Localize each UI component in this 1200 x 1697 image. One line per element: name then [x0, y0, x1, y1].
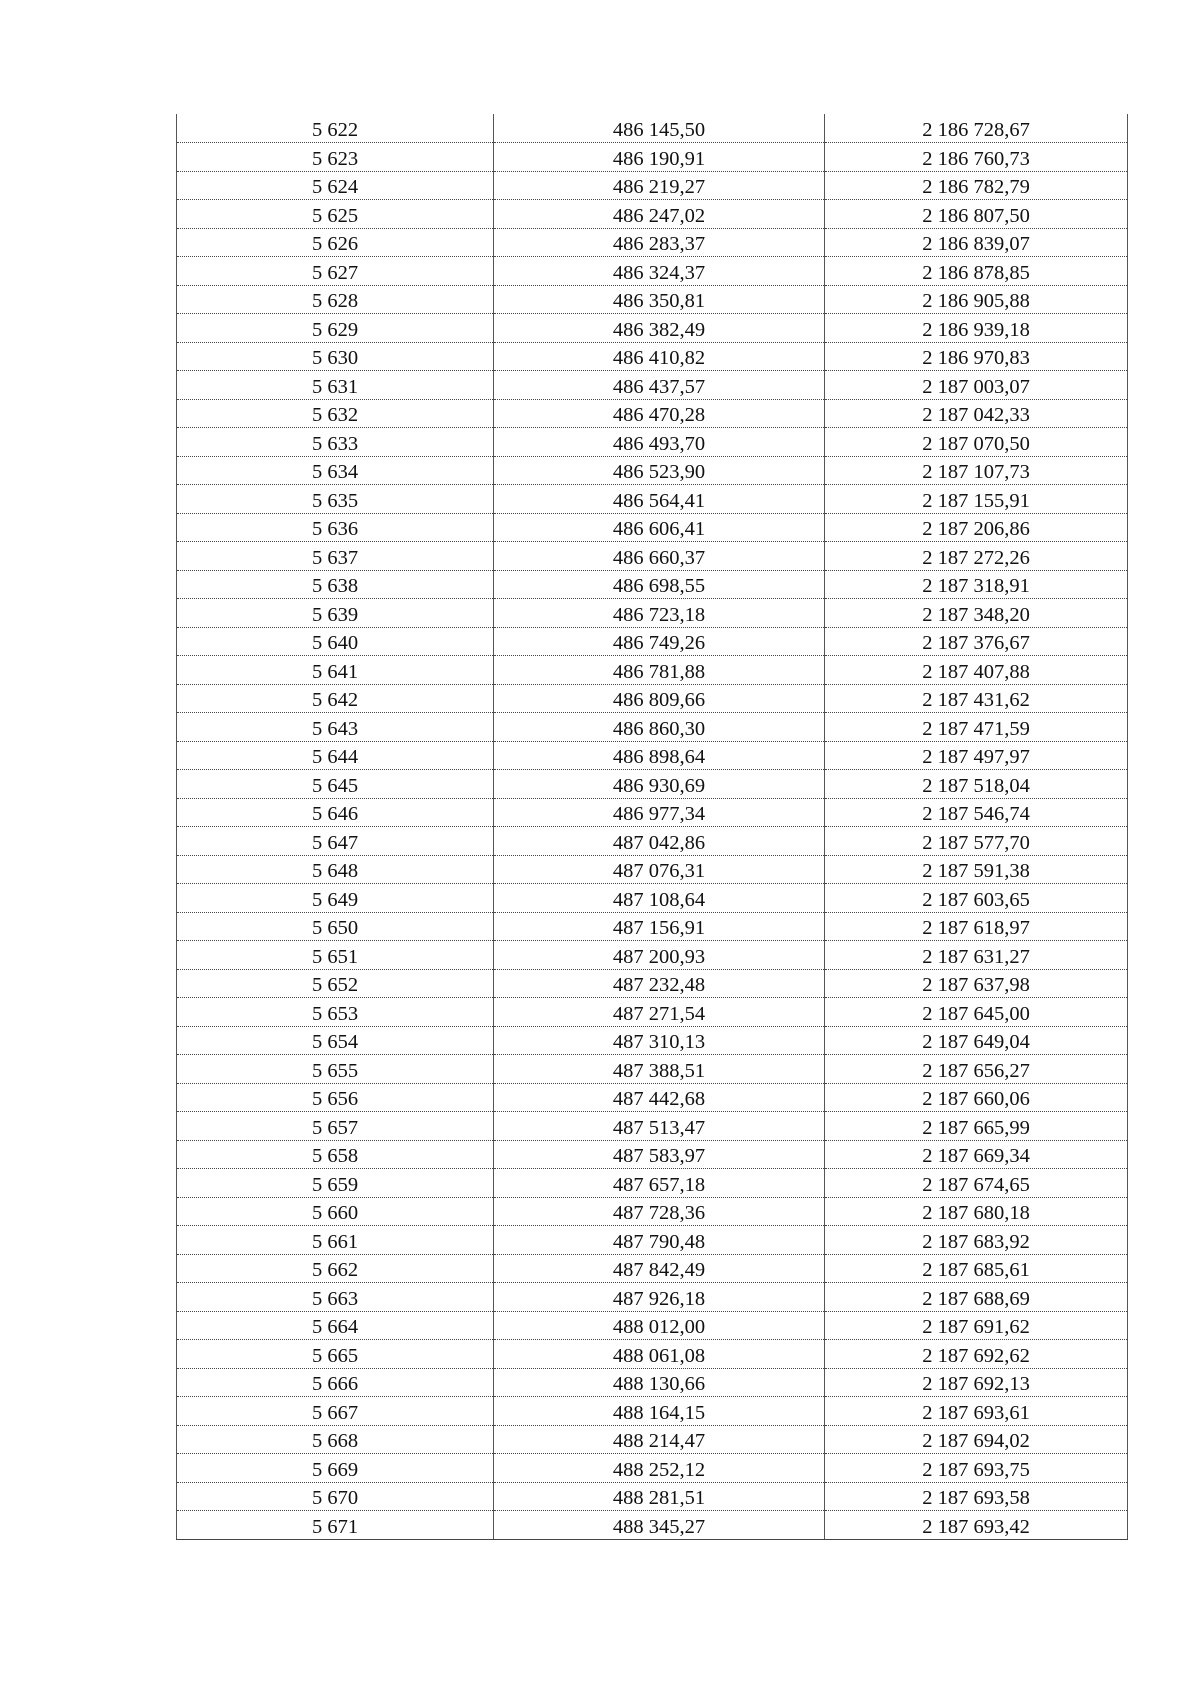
y-coordinate-cell: 2 187 318,91	[825, 570, 1128, 599]
table-row	[177, 1112, 1128, 1141]
x-coordinate-cell: 486 523,90	[494, 456, 825, 485]
x-coordinate-cell: 488 012,00	[494, 1311, 825, 1340]
table-row	[177, 884, 1128, 913]
point-number-cell: 5 643	[177, 713, 494, 742]
point-number-cell: 5 632	[177, 399, 494, 428]
x-coordinate-cell: 487 790,48	[494, 1226, 825, 1255]
point-number-cell: 5 663	[177, 1283, 494, 1312]
point-number-cell: 5 657	[177, 1112, 494, 1141]
point-number-cell: 5 639	[177, 599, 494, 628]
table-row	[177, 1169, 1128, 1198]
x-coordinate-cell: 486 410,82	[494, 342, 825, 371]
table-row	[177, 599, 1128, 628]
point-number-cell: 5 646	[177, 798, 494, 827]
x-coordinate-cell: 486 145,50	[494, 114, 825, 143]
point-number-cell: 5 661	[177, 1226, 494, 1255]
x-coordinate-cell: 486 190,91	[494, 143, 825, 172]
y-coordinate-cell: 2 187 665,99	[825, 1112, 1128, 1141]
x-coordinate-cell: 486 470,28	[494, 399, 825, 428]
table-row	[177, 200, 1128, 229]
x-coordinate-cell: 487 076,31	[494, 855, 825, 884]
x-coordinate-cell: 486 350,81	[494, 285, 825, 314]
point-number-cell: 5 653	[177, 998, 494, 1027]
x-coordinate-cell: 488 214,47	[494, 1425, 825, 1454]
x-coordinate-cell: 487 442,68	[494, 1083, 825, 1112]
y-coordinate-cell: 2 187 155,91	[825, 485, 1128, 514]
table-row	[177, 1482, 1128, 1511]
x-coordinate-cell: 486 606,41	[494, 513, 825, 542]
table-row	[177, 1283, 1128, 1312]
y-coordinate-cell: 2 186 839,07	[825, 228, 1128, 257]
table-row	[177, 143, 1128, 172]
y-coordinate-cell: 2 187 693,61	[825, 1397, 1128, 1426]
y-coordinate-cell: 2 187 692,13	[825, 1368, 1128, 1397]
y-coordinate-cell: 2 186 970,83	[825, 342, 1128, 371]
y-coordinate-cell: 2 187 042,33	[825, 399, 1128, 428]
table-row	[177, 1511, 1128, 1540]
point-number-cell: 5 668	[177, 1425, 494, 1454]
table-row	[177, 513, 1128, 542]
point-number-cell: 5 665	[177, 1340, 494, 1369]
y-coordinate-cell: 2 187 518,04	[825, 770, 1128, 799]
point-number-cell: 5 622	[177, 114, 494, 143]
point-number-cell: 5 651	[177, 941, 494, 970]
coordinates-table	[176, 114, 1128, 1540]
y-coordinate-cell: 2 187 692,62	[825, 1340, 1128, 1369]
table-row	[177, 713, 1128, 742]
point-number-cell: 5 664	[177, 1311, 494, 1340]
x-coordinate-cell: 488 281,51	[494, 1482, 825, 1511]
y-coordinate-cell: 2 187 660,06	[825, 1083, 1128, 1112]
y-coordinate-cell: 2 187 603,65	[825, 884, 1128, 913]
table-row	[177, 969, 1128, 998]
table-row	[177, 456, 1128, 485]
table-row	[177, 342, 1128, 371]
y-coordinate-cell: 2 187 272,26	[825, 542, 1128, 571]
point-number-cell: 5 669	[177, 1454, 494, 1483]
table-row	[177, 542, 1128, 571]
y-coordinate-cell: 2 187 591,38	[825, 855, 1128, 884]
table-row	[177, 770, 1128, 799]
point-number-cell: 5 637	[177, 542, 494, 571]
x-coordinate-cell: 487 657,18	[494, 1169, 825, 1198]
y-coordinate-cell: 2 186 905,88	[825, 285, 1128, 314]
point-number-cell: 5 628	[177, 285, 494, 314]
y-coordinate-cell: 2 187 691,62	[825, 1311, 1128, 1340]
y-coordinate-cell: 2 187 680,18	[825, 1197, 1128, 1226]
table-row	[177, 428, 1128, 457]
x-coordinate-cell: 486 781,88	[494, 656, 825, 685]
point-number-cell: 5 670	[177, 1482, 494, 1511]
table-row	[177, 399, 1128, 428]
point-number-cell: 5 635	[177, 485, 494, 514]
point-number-cell: 5 666	[177, 1368, 494, 1397]
table-row	[177, 998, 1128, 1027]
y-coordinate-cell: 2 186 807,50	[825, 200, 1128, 229]
y-coordinate-cell: 2 187 407,88	[825, 656, 1128, 685]
table-row	[177, 485, 1128, 514]
y-coordinate-cell: 2 187 497,97	[825, 741, 1128, 770]
point-number-cell: 5 624	[177, 171, 494, 200]
x-coordinate-cell: 487 271,54	[494, 998, 825, 1027]
y-coordinate-cell: 2 187 546,74	[825, 798, 1128, 827]
y-coordinate-cell: 2 187 693,58	[825, 1482, 1128, 1511]
table-row	[177, 1311, 1128, 1340]
point-number-cell: 5 648	[177, 855, 494, 884]
point-number-cell: 5 660	[177, 1197, 494, 1226]
x-coordinate-cell: 486 723,18	[494, 599, 825, 628]
table-row	[177, 1226, 1128, 1255]
table-row	[177, 1340, 1128, 1369]
table-row	[177, 371, 1128, 400]
table-row	[177, 627, 1128, 656]
x-coordinate-cell: 486 660,37	[494, 542, 825, 571]
table-row	[177, 684, 1128, 713]
y-coordinate-cell: 2 187 107,73	[825, 456, 1128, 485]
x-coordinate-cell: 487 232,48	[494, 969, 825, 998]
point-number-cell: 5 649	[177, 884, 494, 913]
point-number-cell: 5 640	[177, 627, 494, 656]
y-coordinate-cell: 2 187 683,92	[825, 1226, 1128, 1255]
y-coordinate-cell: 2 187 656,27	[825, 1055, 1128, 1084]
table-row	[177, 228, 1128, 257]
x-coordinate-cell: 486 749,26	[494, 627, 825, 656]
point-number-cell: 5 644	[177, 741, 494, 770]
x-coordinate-cell: 487 310,13	[494, 1026, 825, 1055]
point-number-cell: 5 636	[177, 513, 494, 542]
x-coordinate-cell: 487 513,47	[494, 1112, 825, 1141]
table-row	[177, 1425, 1128, 1454]
x-coordinate-cell: 486 698,55	[494, 570, 825, 599]
point-number-cell: 5 658	[177, 1140, 494, 1169]
y-coordinate-cell: 2 186 760,73	[825, 143, 1128, 172]
x-coordinate-cell: 486 437,57	[494, 371, 825, 400]
y-coordinate-cell: 2 187 688,69	[825, 1283, 1128, 1312]
point-number-cell: 5 626	[177, 228, 494, 257]
point-number-cell: 5 645	[177, 770, 494, 799]
table-row	[177, 941, 1128, 970]
x-coordinate-cell: 486 382,49	[494, 314, 825, 343]
point-number-cell: 5 634	[177, 456, 494, 485]
point-number-cell: 5 641	[177, 656, 494, 685]
y-coordinate-cell: 2 186 728,67	[825, 114, 1128, 143]
x-coordinate-cell: 486 247,02	[494, 200, 825, 229]
table-row	[177, 1140, 1128, 1169]
table-row	[177, 114, 1128, 143]
y-coordinate-cell: 2 187 206,86	[825, 513, 1128, 542]
x-coordinate-cell: 488 164,15	[494, 1397, 825, 1426]
x-coordinate-cell: 486 860,30	[494, 713, 825, 742]
y-coordinate-cell: 2 187 070,50	[825, 428, 1128, 457]
x-coordinate-cell: 487 108,64	[494, 884, 825, 913]
y-coordinate-cell: 2 187 376,67	[825, 627, 1128, 656]
y-coordinate-cell: 2 187 637,98	[825, 969, 1128, 998]
table-row	[177, 656, 1128, 685]
table-row	[177, 827, 1128, 856]
table-row	[177, 1083, 1128, 1112]
y-coordinate-cell: 2 187 693,75	[825, 1454, 1128, 1483]
table-row	[177, 798, 1128, 827]
table-row	[177, 912, 1128, 941]
x-coordinate-cell: 486 977,34	[494, 798, 825, 827]
point-number-cell: 5 652	[177, 969, 494, 998]
y-coordinate-cell: 2 187 694,02	[825, 1425, 1128, 1454]
x-coordinate-cell: 486 564,41	[494, 485, 825, 514]
x-coordinate-cell: 486 219,27	[494, 171, 825, 200]
x-coordinate-cell: 486 324,37	[494, 257, 825, 286]
y-coordinate-cell: 2 187 674,65	[825, 1169, 1128, 1198]
x-coordinate-cell: 488 130,66	[494, 1368, 825, 1397]
y-coordinate-cell: 2 187 693,42	[825, 1511, 1128, 1540]
point-number-cell: 5 625	[177, 200, 494, 229]
point-number-cell: 5 650	[177, 912, 494, 941]
x-coordinate-cell: 487 583,97	[494, 1140, 825, 1169]
x-coordinate-cell: 487 728,36	[494, 1197, 825, 1226]
y-coordinate-cell: 2 186 878,85	[825, 257, 1128, 286]
y-coordinate-cell: 2 187 645,00	[825, 998, 1128, 1027]
table-row	[177, 570, 1128, 599]
y-coordinate-cell: 2 187 669,34	[825, 1140, 1128, 1169]
table-row	[177, 314, 1128, 343]
table-row	[177, 171, 1128, 200]
x-coordinate-cell: 487 042,86	[494, 827, 825, 856]
table-row	[177, 855, 1128, 884]
point-number-cell: 5 659	[177, 1169, 494, 1198]
y-coordinate-cell: 2 187 618,97	[825, 912, 1128, 941]
point-number-cell: 5 654	[177, 1026, 494, 1055]
y-coordinate-cell: 2 187 685,61	[825, 1254, 1128, 1283]
x-coordinate-cell: 486 283,37	[494, 228, 825, 257]
x-coordinate-cell: 488 061,08	[494, 1340, 825, 1369]
table-row	[177, 1197, 1128, 1226]
x-coordinate-cell: 486 898,64	[494, 741, 825, 770]
x-coordinate-cell: 486 930,69	[494, 770, 825, 799]
y-coordinate-cell: 2 186 782,79	[825, 171, 1128, 200]
point-number-cell: 5 623	[177, 143, 494, 172]
point-number-cell: 5 655	[177, 1055, 494, 1084]
point-number-cell: 5 627	[177, 257, 494, 286]
table-row	[177, 1397, 1128, 1426]
x-coordinate-cell: 487 200,93	[494, 941, 825, 970]
table-row	[177, 285, 1128, 314]
x-coordinate-cell: 488 345,27	[494, 1511, 825, 1540]
x-coordinate-cell: 486 809,66	[494, 684, 825, 713]
point-number-cell: 5 671	[177, 1511, 494, 1540]
y-coordinate-cell: 2 187 649,04	[825, 1026, 1128, 1055]
x-coordinate-cell: 487 926,18	[494, 1283, 825, 1312]
point-number-cell: 5 647	[177, 827, 494, 856]
y-coordinate-cell: 2 187 431,62	[825, 684, 1128, 713]
point-number-cell: 5 631	[177, 371, 494, 400]
table-row	[177, 1454, 1128, 1483]
y-coordinate-cell: 2 187 577,70	[825, 827, 1128, 856]
x-coordinate-cell: 487 388,51	[494, 1055, 825, 1084]
y-coordinate-cell: 2 186 939,18	[825, 314, 1128, 343]
table-row	[177, 1026, 1128, 1055]
x-coordinate-cell: 488 252,12	[494, 1454, 825, 1483]
table-row	[177, 741, 1128, 770]
y-coordinate-cell: 2 187 348,20	[825, 599, 1128, 628]
table-row	[177, 257, 1128, 286]
y-coordinate-cell: 2 187 631,27	[825, 941, 1128, 970]
point-number-cell: 5 629	[177, 314, 494, 343]
point-number-cell: 5 656	[177, 1083, 494, 1112]
point-number-cell: 5 633	[177, 428, 494, 457]
y-coordinate-cell: 2 187 471,59	[825, 713, 1128, 742]
point-number-cell: 5 662	[177, 1254, 494, 1283]
table-row	[177, 1254, 1128, 1283]
point-number-cell: 5 630	[177, 342, 494, 371]
x-coordinate-cell: 487 156,91	[494, 912, 825, 941]
table-row	[177, 1368, 1128, 1397]
point-number-cell: 5 642	[177, 684, 494, 713]
point-number-cell: 5 667	[177, 1397, 494, 1426]
point-number-cell: 5 638	[177, 570, 494, 599]
x-coordinate-cell: 487 842,49	[494, 1254, 825, 1283]
coordinates-table-body	[177, 114, 1128, 1539]
y-coordinate-cell: 2 187 003,07	[825, 371, 1128, 400]
table-row	[177, 1055, 1128, 1084]
x-coordinate-cell: 486 493,70	[494, 428, 825, 457]
